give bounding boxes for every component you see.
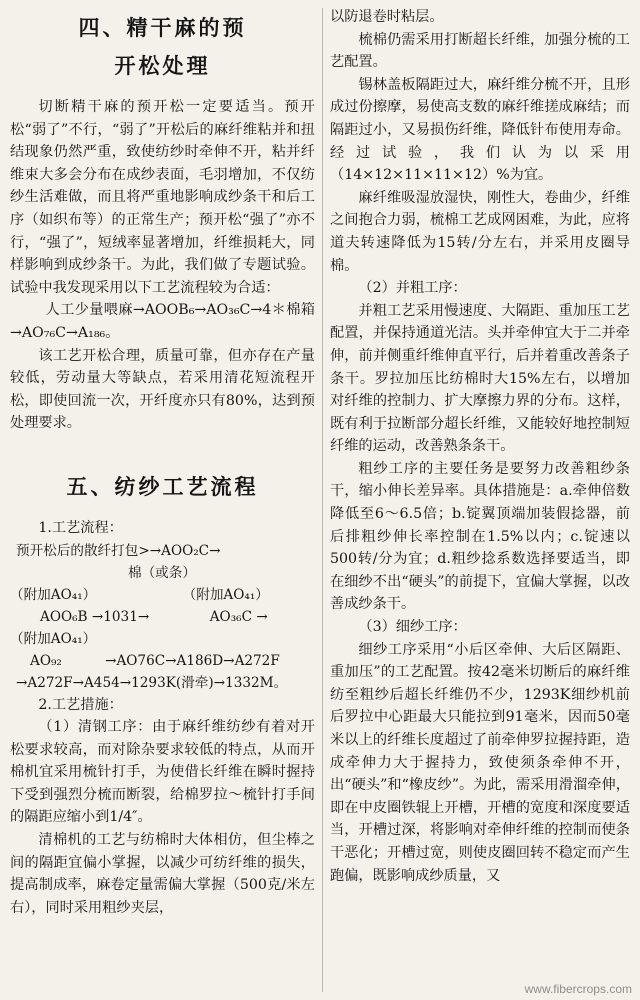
section-4-title-line1: 四、精干麻的预 <box>78 15 247 40</box>
column-divider <box>322 8 323 992</box>
right-heading-3: （3）细纱工序： <box>358 619 467 636</box>
process-flow-line-5: （附加AO₄₁） <box>10 630 97 647</box>
section-4-paragraph-2: 该工艺开松合理，质量可靠，但亦存在产量较低，劳动量大等缺点，若采用清花短流程开松，即使回流一次，开纤度亦只有80%，达到预处理要求。 <box>10 347 315 432</box>
right-heading-2: （2）并粗工序： <box>358 280 467 297</box>
watermark: www.fibercrops.com <box>524 982 632 996</box>
left-column <box>10 6 315 919</box>
process-flow-line-6: AO₉₂ →AO76C→A186D→A272F <box>30 652 280 669</box>
process-flow-line-3: （附加AO₄₁） （附加AO₄₁） <box>10 586 269 603</box>
section-4-paragraph-1: 切断精干麻的预开松一定要适当。预开松“弱了”不行，“弱了”开松后的麻纤维粘并和扭结现象仍然严重，致使纺纱时牵伸不开，粘并纤维束大多会分布在成纱表面，毛羽增加，不仅纺纱生活难做，而且将严重地影响成纱条干和后工序（如织布等）的正常生产；预开松“强了”亦不行，“强了”，短绒率显著增加，纤维损耗大，同样影响到成纱条干。为此，我们做了专题试验。试验中我发现采用以下工艺流程较为合适： <box>10 99 315 296</box>
process-flow-line-7: →A272F→A454→1293K(滑牵)→1332M。 <box>16 674 288 691</box>
section-5-heading-2: 2.工艺措施： <box>38 696 123 713</box>
right-paragraph-5: 粗纱工序的主要任务是要努力改善粗纱条干，缩小伸长差异率。具体措施是：a.牵伸倍数降低至6～6.5倍；b.锭翼顶端加装假捻器，前后排粗纱伸长率控制在1.5%以内；c.锭速以500转/分为宜；d.粗纱捻系数选择要适当，即在细纱不出“硬头”的前提下，宜偏大掌握，以改善成纱条干。 <box>330 460 630 613</box>
right-paragraph-2: 锡林盖板隔距过大，麻纤维分梳不开，且形成过份擦摩，易使高支数的麻纤维搓成麻结；而隔距过小，又易损伤纤维，降低针布使用寿命。经过试验，我们认为以采用（14×12×11×11×12）%为宜。 <box>330 76 630 184</box>
section-4-process-flow: 人工少量喂麻→AOOB₆→AO₃₆C→4＊棉箱→AO₇₆C→A₁₈₆。 <box>10 302 315 341</box>
section-5-title: 五、纺纱工艺流程 <box>66 473 259 499</box>
right-paragraph-6: 细纱工序采用“小后区牵伸、大后区隔距、重加压”的工艺配置。按42毫米切断后的麻纤维纺至粗纱后超长纤维仍不少，1293K细纱机前后罗拉中心距最大只能拉到91毫米，因而50毫米以上的纤维长度超过了前牵伸罗拉握持距，造成牵伸力大于握持力，致使须条牵伸不开，出“硬头”和“橡皮纱”。为此，需采用滑溜牵伸，即在中皮圈铁辊上开槽，开槽的宽度和深度要适当，开槽过深，将影响对牵伸纤维的控制而使条干恶化；开槽过宽，则使皮圈回转不稳定而产生跑偏，既影响成纱质量，又 <box>330 641 630 884</box>
section-4-title-line2: 开松处理 <box>114 53 211 78</box>
right-paragraph-0: 以防退卷时粘层。 <box>330 9 444 25</box>
section-5-paragraph-2: 清棉机的工艺与纺棉时大体相仿，但尘棒之间的隔距宜偏小掌握，以减少可纺纤维的损失，提高制成率，麻卷定量需偏大掌握（500克/米左右），同时采用粗纱夹层， <box>10 832 315 916</box>
process-flow-line-1: 预开松后的散纤打包>→AOO₂C→ <box>16 542 221 559</box>
process-flow-line-4: AOO₆B →1031→ AO₃₆C → <box>40 608 268 625</box>
section-5-paragraph-1: （1）清钢工序：由于麻纤维纺纱有着对开松要求较高，而对除杂要求较低的特点，从而开棉机宜采用梳针打手，为使借长纤维在瞬时握持下受到强烈分梳而断裂，给棉罗拉～梳针打手间的隔距应缩小到1/4″。 <box>10 719 315 826</box>
right-column <box>330 6 630 887</box>
right-paragraph-1: 梳棉仍需采用打断超长纤维，加强分梳的工艺配置。 <box>330 31 630 71</box>
right-paragraph-4: 并粗工艺采用慢速度、大隔距、重加压工艺配置，并保持通道光洁。头并牵伸宜大于二并牵伸，前并侧重纤维伸直平行，后并着重改善条子条干。罗拉加压比纺棉时大15%左右，以增加对纤维的控制力、扩大摩擦力界的分布。这样，既有利于拉断部分超长纤维，又能较好地控制短纤维的运动，改善熟条条干。 <box>330 302 630 455</box>
section-5-heading-1: 1.工艺流程： <box>38 519 123 536</box>
process-flow-line-2: 棉（或条） <box>128 564 196 581</box>
right-paragraph-3: 麻纤维吸湿放湿快，刚性大，卷曲少，纤维之间抱合力弱，梳棉工艺成网困难，为此，应将道夫转速降低为15转/分左右，并采用皮圈导棉。 <box>330 189 630 274</box>
